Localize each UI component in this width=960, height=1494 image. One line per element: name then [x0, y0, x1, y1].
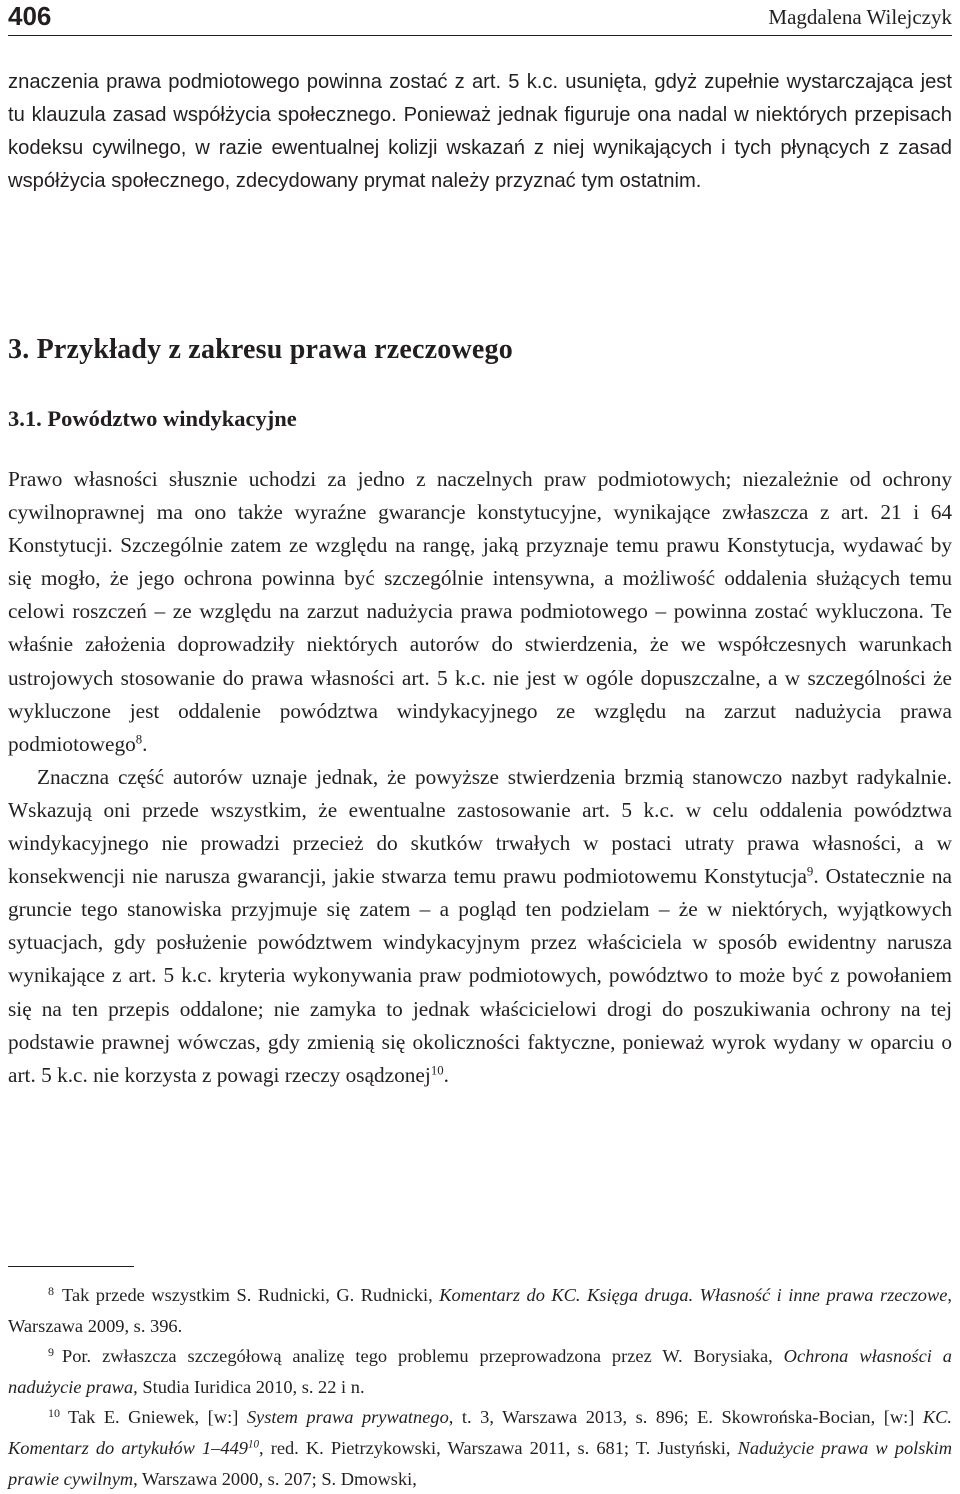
- footnote-10-text-d: , Warszawa 2000, s. 207; S. Dmowski,: [133, 1468, 417, 1489]
- footnote-ref-10[interactable]: 10: [430, 1063, 444, 1078]
- intro-text: znaczenia prawa podmiotowego powinna zostać z art. 5 k.c. usunięta, gdyż zupełnie wystarczająca jest tu klauzula zasad współżycia społecznego. Ponieważ jednak figuruje ona nadal w niektórych przepisach kodeksu cywilnego, w razie ewentualnej kolizji wskazań z niej wynikających i tych płynących z zasad współżycia społecznego, zdecydowany prymat należy przyznać tym ostatnim.: [8, 71, 952, 193]
- footnote-ref-8[interactable]: 8: [135, 732, 143, 747]
- footnotes: [8, 1280, 952, 1494]
- footnote-8: [8, 1280, 952, 1341]
- page-header: [8, 0, 952, 34]
- footnote-8-title: Komentarz do KC. Księga druga. Własność i inne prawa rzeczowe: [439, 1285, 948, 1305]
- paragraph-1-end: .: [142, 731, 148, 756]
- footnote-10-number: 10: [48, 1406, 60, 1421]
- paragraph-1: [8, 463, 952, 761]
- footnote-10: [8, 1402, 952, 1494]
- paragraph-2-text-a: Znaczna część autorów uznaje jednak, że powyższe stwierdzenia brzmią stanowczo nazbyt radykalnie. Wskazują oni przede wszystkim, że ewentualne zastosowanie art. 5 k.c. w celu oddalenia powództwa windykacyjnego nie prowadzi przecież do skutków trwałych w postaci utraty prawa własności, a w konsekwencji nie narusza gwarancji, jakie stwarza temu prawu podmiotowemu Konstytucja: [8, 764, 952, 889]
- subsection-heading: 3.1. Powództwo windykacyjne: [8, 406, 297, 431]
- paragraph-2: [8, 761, 952, 1092]
- intro-paragraph: [8, 66, 952, 198]
- header-divider: [8, 35, 952, 36]
- footnote-8-source: , Warszawa 2009, s. 396.: [8, 1285, 952, 1336]
- footnote-10-title-3: Nadużycie prawa w polskim prawie cywilnym: [8, 1437, 952, 1489]
- section-heading: 3. Przykłady z zakresu prawa rzeczowego: [8, 334, 513, 365]
- main-body: [8, 463, 952, 1092]
- footnote-9-number: 9: [48, 1345, 54, 1360]
- running-head-author: Magdalena Wilejczyk: [768, 5, 952, 29]
- footnote-9: [8, 1341, 952, 1402]
- footnote-9-title: Ochrona własności a nadużycie prawa: [8, 1346, 952, 1397]
- footnote-9-source: , Studia Iuridica 2010, s. 22 i n.: [133, 1376, 365, 1397]
- page-number: 406: [8, 1, 52, 31]
- paragraph-2-end: .: [443, 1062, 449, 1087]
- footnote-10-title-2-text: KC. Komentarz do artykułów 1–449: [8, 1407, 953, 1458]
- footnote-10-text-b: , t. 3, Warszawa 2013, s. 896; E. Skowrońska-Bocian, [w:]: [448, 1407, 923, 1428]
- footnote-10-title-1: System prawa prywatnego: [246, 1407, 449, 1428]
- paragraph-1-text: Prawo własności słusznie uchodzi za jedno z naczelnych praw podmiotowych; niezależnie od ochrony cywilnoprawnej ma ono także wyraźne gwarancje konstytucyjne, wynikające zwłaszcza z art. 21 i 64 Konstytucji. Szczególnie zatem ze względu na rangę, jaką przyznaje temu prawu Konstytucja, wydawać by się mogło, że jego ochrona powinna być szczególnie intensywna, a możliwość oddalenia służących temu celowi roszczeń – ze względu na zarzut nadużycia prawa podmiotowego – powinna zostać wykluczona. Te właśnie założenia doprowadziły niektórych autorów do stwierdzenia, że we współczesnych warunkach ustrojowych stosowanie do prawa własności art. 5 k.c. nie jest w ogóle dopuszczalne, a w szczególności że wykluczone jest oddalenie powództwa windykacyjnego ze względu na zarzut nadużycia prawa podmiotowego: [8, 467, 952, 756]
- footnote-8-number: 8: [48, 1284, 54, 1298]
- footnote-10-title-2-sup: 10: [247, 1438, 259, 1451]
- footnote-ref-9[interactable]: 9: [806, 864, 814, 879]
- footnote-8-text: Tak przede wszystkim S. Rudnicki, G. Rudnicki,: [62, 1285, 440, 1305]
- footnote-9-text: Por. zwłaszcza szczegółową analizę tego problemu przeprowadzona przez W. Borysiaka,: [62, 1346, 784, 1367]
- footnote-divider: [8, 1266, 134, 1267]
- footnote-10-text-c: , red. K. Pietrzykowski, Warszawa 2011, s. 681; T. Justyński,: [259, 1437, 738, 1458]
- paragraph-2-text-b: . Ostatecznie na gruncie tego stanowiska przyjmuje się zatem – a pogląd ten podzielam – że w niektórych, wyjątkowych sytuacjach, gdy posłużenie powództwem windykacyjnym przez właściciela w sposób ewidentny narusza wynikające z art. 5 k.c. kryteria wykonywania praw podmiotowych, powództwo to może być z powołaniem się na ten przepis oddalone; nie zamyka to jednak właścicielowi drogi do poszukiwania ochrony na tej podstawie prawnej wówczas, gdy zmienią się okoliczności faktyczne, ponieważ wyrok wydany w oparciu o art. 5 k.c. nie korzysta z powagi rzeczy osądzonej: [8, 864, 952, 1087]
- footnote-10-text-a: Tak E. Gniewek, [w:]: [68, 1407, 247, 1428]
